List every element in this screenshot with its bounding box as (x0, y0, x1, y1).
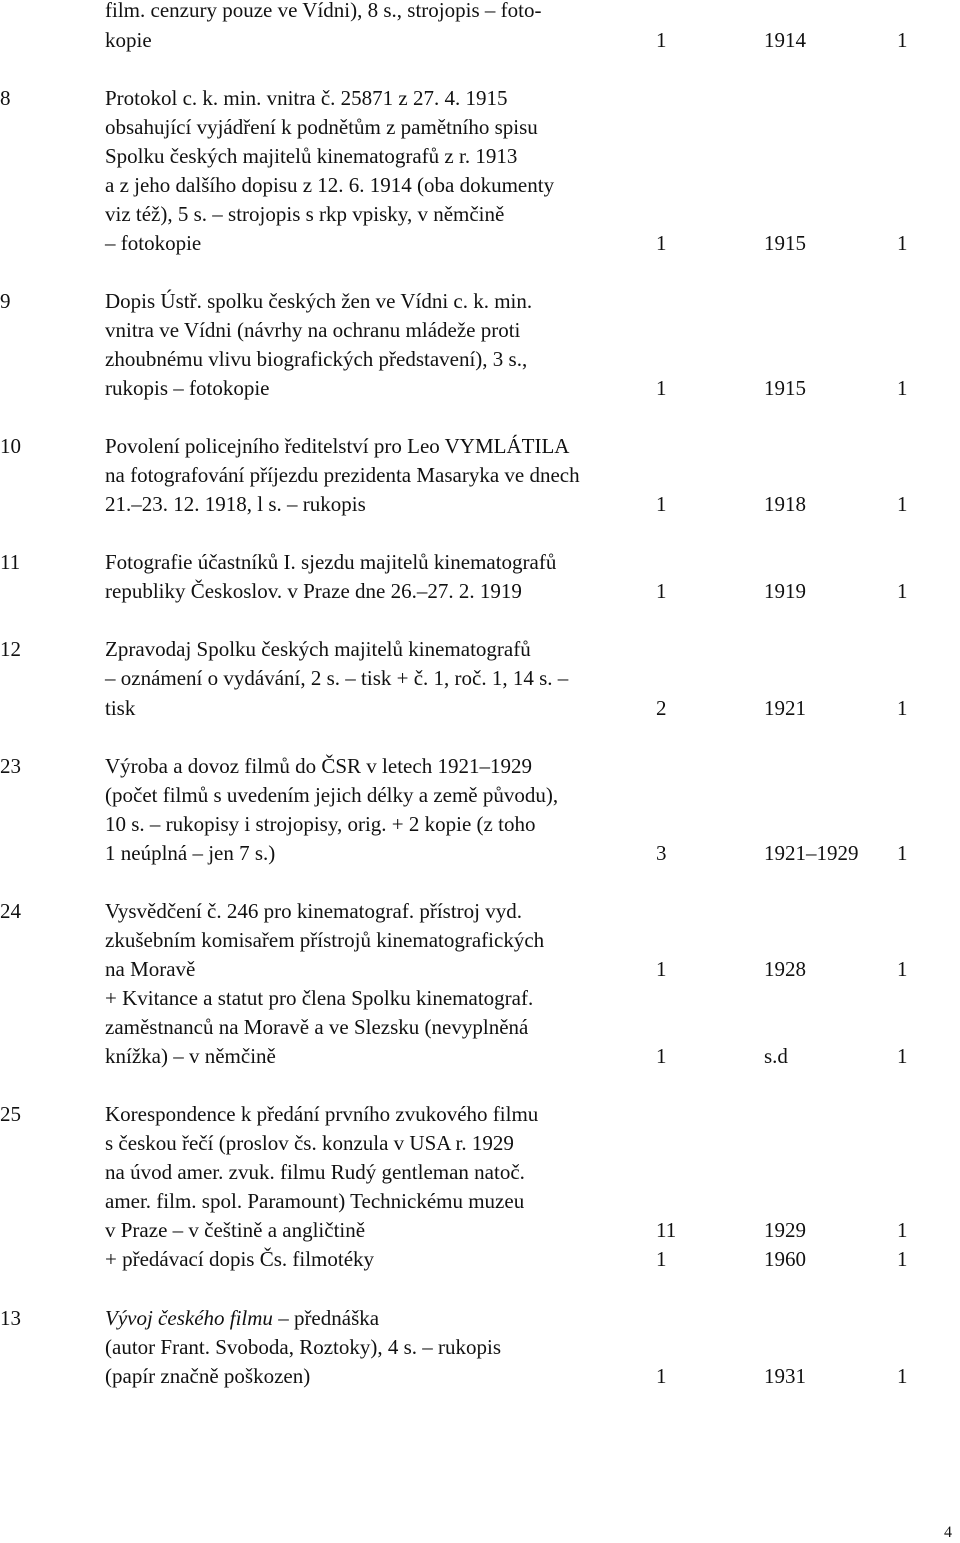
line-description: amer. film. spol. Paramount) Technickému muzeu (105, 1189, 525, 1213)
item-year: 1931 (764, 1364, 806, 1388)
box-number: 1 (897, 231, 908, 255)
box-number: 1 (897, 841, 908, 865)
item-year: s.d (764, 1044, 788, 1068)
line-description: zkušebním komisařem přístrojů kinematografických (105, 928, 545, 952)
line-description: a z jeho dalšího dopisu z 12. 6. 1914 (oba dokumenty (105, 173, 555, 197)
line-description: Fotografie účastníků I. sjezdu majitelů kinematografů (105, 550, 557, 574)
box-number: 1 (897, 1364, 908, 1388)
line-description: + Kvitance a statut pro člena Spolku kinematograf. (105, 986, 534, 1010)
item-number: 9 (0, 289, 11, 313)
box-number: 1 (897, 579, 908, 603)
box-number: 1 (897, 957, 908, 981)
item-count: 1 (656, 231, 667, 255)
item-number: 8 (0, 86, 11, 110)
box-number: 1 (897, 1218, 908, 1242)
item-count: 1 (656, 28, 667, 52)
box-number: 1 (897, 1044, 908, 1068)
item-count: 11 (656, 1218, 677, 1242)
line-description: Dopis Ústř. spolku českých žen ve Vídni c. k. min. (105, 289, 533, 313)
box-number: 1 (897, 376, 908, 400)
item-number: 11 (0, 550, 21, 574)
item-number: 25 (0, 1102, 21, 1126)
item-title-italic: Vývoj českého filmu (105, 1306, 273, 1330)
item-count: 1 (656, 1044, 667, 1068)
line-description: obsahující vyjádření k podnětům z pamětního spisu (105, 115, 538, 139)
item-number: 23 (0, 754, 21, 778)
line-description: na fotografování příjezdu prezidenta Masaryka ve dnech (105, 463, 580, 487)
line-description: Výroba a dovoz filmů do ČSR v letech 1921–1929 (105, 754, 532, 778)
line-description: Zpravodaj Spolku českých majitelů kinematografů (105, 637, 531, 661)
line-description: na úvod amer. zvuk. filmu Rudý gentleman natoč. (105, 1160, 525, 1184)
line-description: (počet filmů s uvedením jejich délky a země původu), (105, 783, 559, 807)
item-year: 1918 (764, 492, 806, 516)
box-number: 1 (897, 28, 908, 52)
line-description: Spolku českých majitelů kinematografů z r. 1913 (105, 144, 518, 168)
line-description: Vysvědčení č. 246 pro kinematograf. přístroj vyd. (105, 899, 522, 923)
line-description (105, 1304, 379, 1333)
item-year: 1914 (764, 28, 806, 52)
line-description: vnitra ve Vídni (návrhy na ochranu mládeže proti (105, 318, 521, 342)
line-description: – fotokopie (105, 231, 202, 255)
line-description: viz též), 5 s. – strojopis s rkp vpisky, v němčině (105, 202, 505, 226)
line-description: na Moravě (105, 957, 196, 981)
item-count: 1 (656, 376, 667, 400)
item-count: 1 (656, 492, 667, 516)
line-description: (autor Frant. Svoboda, Roztoky), 4 s. – rukopis (105, 1335, 502, 1359)
item-title-rest: – přednáška (272, 1306, 380, 1330)
item-count: 2 (656, 696, 667, 720)
line-description: knížka) – v němčině (105, 1044, 276, 1068)
line-description: – oznámení o vydávání, 2 s. – tisk + č. 1, roč. 1, 14 s. – (105, 666, 569, 690)
item-count: 1 (656, 957, 667, 981)
item-year: 1915 (764, 376, 806, 400)
item-count: 1 (656, 1247, 667, 1271)
line-description: Protokol c. k. min. vnitra č. 25871 z 27. 4. 1915 (105, 86, 508, 110)
line-description: rukopis – fotokopie (105, 376, 270, 400)
line-description: s českou řečí (proslov čs. konzula v USA r. 1929 (105, 1131, 514, 1155)
item-year: 1919 (764, 579, 806, 603)
line-description: zaměstnanců na Moravě a ve Slezsku (nevyplněná (105, 1015, 529, 1039)
item-year: 1915 (764, 231, 806, 255)
line-description: republiky Českoslov. v Praze dne 26.–27. 2. 1919 (105, 579, 522, 603)
line-description: 21.–23. 12. 1918, l s. – rukopis (105, 492, 366, 516)
line-description: Korespondence k předání prvního zvukového filmu (105, 1102, 539, 1126)
line-description: Povolení policejního ředitelství pro Leo VYMLÁTILA (105, 434, 570, 458)
line-description: v Praze – v češtině a angličtině (105, 1218, 366, 1242)
item-year: 1921 (764, 696, 806, 720)
page-number: 4 (944, 1524, 952, 1541)
item-count: 1 (656, 579, 667, 603)
item-year: 1929 (764, 1218, 806, 1242)
line-description: kopie (105, 28, 152, 52)
line-description: 1 neúplná – jen 7 s.) (105, 841, 276, 865)
line-description: film. cenzury pouze ve Vídni), 8 s., strojopis – foto- (105, 0, 542, 22)
item-year: 1928 (764, 957, 806, 981)
item-number: 12 (0, 637, 21, 661)
item-year: 1921–1929 (764, 841, 859, 865)
line-description: zhoubnému vlivu biografických představení), 3 s., (105, 347, 528, 371)
line-description: tisk (105, 696, 136, 720)
item-count: 1 (656, 1364, 667, 1388)
item-year: 1960 (764, 1247, 806, 1271)
item-count: 3 (656, 841, 667, 865)
line-description: (papír značně poškozen) (105, 1364, 311, 1388)
item-number: 13 (0, 1306, 21, 1330)
item-number: 24 (0, 899, 21, 923)
line-description: 10 s. – rukopisy i strojopisy, orig. + 2 kopie (z toho (105, 812, 536, 836)
box-number: 1 (897, 492, 908, 516)
box-number: 1 (897, 696, 908, 720)
box-number: 1 (897, 1247, 908, 1271)
line-description: + předávací dopis Čs. filmotéky (105, 1247, 375, 1271)
item-number: 10 (0, 434, 21, 458)
